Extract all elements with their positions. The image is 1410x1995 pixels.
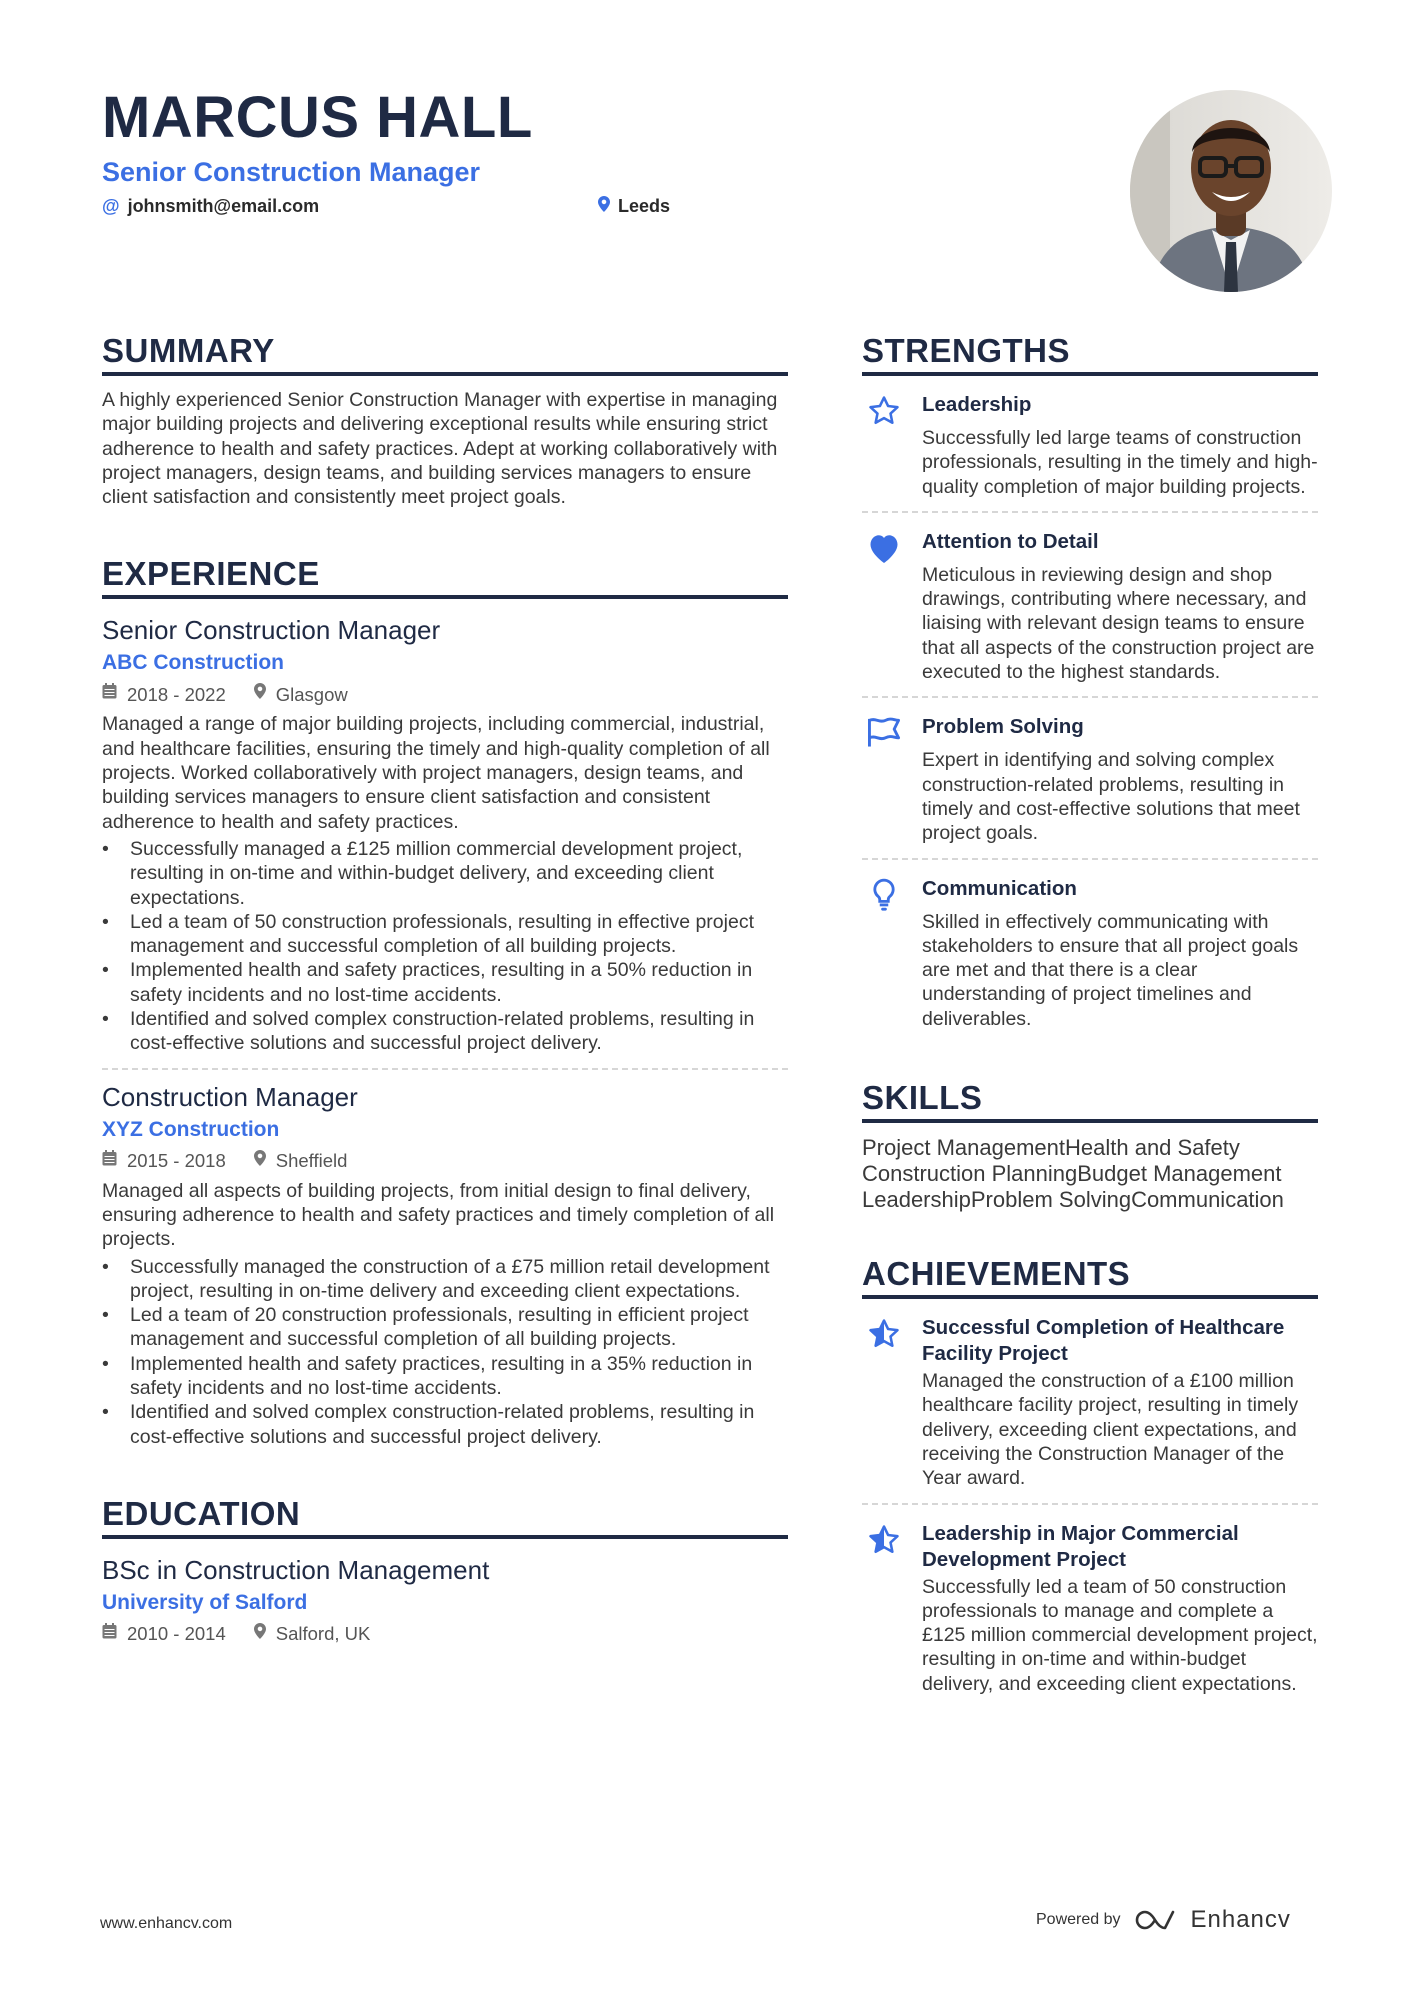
education-location: Salford, UK	[275, 1623, 371, 1645]
star-half-icon	[862, 1521, 906, 1696]
strengths-heading: STRENGTHS	[862, 332, 1318, 376]
list-item: • Led a team of 20 construction professionals, resulting in efficient project management and successful completion of all building projects.	[102, 1303, 788, 1352]
contact-email[interactable]	[102, 196, 598, 217]
heart-icon	[862, 529, 906, 684]
map-pin-icon	[598, 196, 610, 217]
job-title: Construction Manager	[102, 1081, 358, 1112]
list-item: • Successfully managed a £125 million commercial development project, resulting in on-time and within-budget delivery, and exceeding client expectations.	[102, 837, 788, 910]
location-text: Leeds	[618, 196, 671, 216]
strength-item	[862, 511, 1318, 696]
strength-item	[862, 858, 1318, 1043]
achievement-item	[862, 1503, 1318, 1708]
achievement-text: Successfully led a team of 50 construction professionals to manage and complete a £125 million commercial development project, resulting in on-time and within-budget delivery, and exceeding client expectations.	[922, 1575, 1318, 1695]
strength-text: Meticulous in reviewing design and shop drawings, contributing where necessary, and liaising with relevant design teams to ensure that all aspects of the construction project are executed to the highest standards.	[922, 563, 1315, 684]
achievement-title: Leadership in Major Commercial Development Project	[922, 1521, 1239, 1571]
summary-text: A highly experienced Senior Construction Manager with expertise in managing major building projects and delivering exceptional results while ensuring strict adherence to health and safety practices. Adept at working collaboratively with project managers, design teams, and building services managers to ensure client satisfaction and consistently meet project goals.	[102, 389, 778, 509]
experience-heading: EXPERIENCE	[102, 555, 788, 599]
school-name: University of Salford	[102, 1590, 308, 1614]
left-column	[102, 332, 788, 1646]
map-pin-icon	[254, 1150, 266, 1173]
job-bullets	[102, 1255, 788, 1449]
skill-tag: Communication	[1131, 1187, 1284, 1213]
skill-tag: Project Management	[862, 1135, 1065, 1161]
flag-icon	[862, 714, 906, 845]
job-meta	[102, 683, 788, 706]
job-meta	[102, 1150, 788, 1173]
right-column	[862, 332, 1318, 1708]
skills-section	[862, 1079, 1318, 1213]
achievement-item	[862, 1299, 1318, 1502]
skill-tag: Budget Management	[1077, 1161, 1282, 1187]
calendar-icon	[102, 683, 117, 706]
skills-row	[862, 1135, 1318, 1161]
achievements-heading: ACHIEVEMENTS	[862, 1255, 1318, 1299]
education-meta	[102, 1623, 788, 1646]
summary-heading: SUMMARY	[102, 332, 788, 376]
calendar-icon	[102, 1150, 117, 1173]
job-entry	[102, 613, 788, 1069]
strength-text: Successfully led large teams of construction professionals, resulting in the timely and high-quality completion of major building projects.	[922, 427, 1318, 498]
candidate-name: MARCUS HALL	[102, 85, 533, 150]
powered-by-label: Powered by	[1036, 1911, 1121, 1928]
at-sign-icon: @	[102, 196, 120, 216]
job-description: Managed a range of major building projects, including commercial, industrial, and healthcare facilities, ensuring the timely and high-quality completion of all projects. Worked collaboratively with project managers, design teams, and building services managers to ensure client satisfaction and consistent adherence to health and safety practices.	[102, 713, 770, 833]
skill-tag: Construction Planning	[862, 1161, 1078, 1187]
strengths-section	[862, 332, 1318, 1043]
calendar-icon	[102, 1623, 117, 1646]
list-item: • Identified and solved complex construction-related problems, resulting in cost-effective solutions and successful project delivery.	[102, 1007, 788, 1056]
job-entry	[102, 1080, 788, 1449]
strength-text: Expert in identifying and solving complex construction-related problems, resulting in timely and cost-effective solutions that meet project goals.	[922, 749, 1300, 845]
company-name: ABC Construction	[102, 651, 284, 675]
achievement-text: Managed the construction of a £100 million healthcare facility project, resulting in timely delivery, exceeding client expectations, and receiving the Construction Manager of the Year award.	[922, 1370, 1299, 1490]
education-heading: EDUCATION	[102, 1495, 788, 1539]
strength-title: Leadership	[922, 393, 1032, 416]
brand-name: Enhancv	[1190, 1906, 1291, 1933]
job-location: Sheffield	[275, 1150, 348, 1172]
contact-location	[598, 196, 670, 217]
list-item: • Successfully managed the construction of a £75 million retail development project, resulting in on-time delivery and exceeding client expectations.	[102, 1255, 788, 1304]
star-half-icon	[862, 1315, 906, 1490]
job-dates: 2018 - 2022	[127, 683, 226, 705]
star-outline-icon	[862, 392, 906, 499]
job-title: Senior Construction Manager	[102, 615, 441, 646]
experience-section	[102, 555, 788, 1448]
strength-title: Attention to Detail	[922, 529, 1099, 553]
footer-website[interactable]: www.enhancv.com	[100, 1915, 233, 1932]
strength-title: Problem Solving	[922, 715, 1084, 739]
summary-section	[102, 332, 788, 509]
contact-info	[102, 196, 1102, 217]
strength-item	[862, 696, 1318, 857]
education-section	[102, 1495, 788, 1646]
profile-photo	[1130, 90, 1332, 292]
skills-row	[862, 1161, 1318, 1187]
skill-tag: Health and Safety	[1065, 1135, 1240, 1161]
list-item: • Identified and solved complex construction-related problems, resulting in cost-effective solutions and successful project delivery.	[102, 1400, 788, 1449]
map-pin-icon	[254, 683, 266, 706]
candidate-role: Senior Construction Manager	[102, 157, 481, 187]
strength-title: Communication	[922, 876, 1077, 900]
skill-tag: Problem Solving	[970, 1187, 1132, 1213]
job-description: Managed all aspects of building projects, from initial design to final delivery, ensuring adherence to health and safety practices and timely completion of all projects.	[102, 1179, 775, 1251]
education-entry	[102, 1553, 788, 1646]
list-item: • Implemented health and safety practices, resulting in a 50% reduction in safety incidents and no lost-time accidents.	[102, 958, 788, 1007]
company-name: XYZ Construction	[102, 1117, 280, 1141]
job-bullets	[102, 837, 788, 1056]
job-location: Glasgow	[275, 683, 348, 705]
degree-title: BSc in Construction Management	[102, 1554, 490, 1585]
lightbulb-icon	[862, 876, 906, 1031]
map-pin-icon	[254, 1623, 266, 1646]
skills-heading: SKILLS	[862, 1079, 1318, 1123]
list-item: • Implemented health and safety practices, resulting in a 35% reduction in safety incidents and no lost-time accidents.	[102, 1352, 788, 1401]
resume-header	[102, 86, 1102, 217]
skill-tag: Leadership	[862, 1187, 971, 1213]
divider	[102, 1068, 788, 1070]
job-dates: 2015 - 2018	[127, 1150, 226, 1172]
email-text: johnsmith@email.com	[127, 196, 320, 216]
enhancv-logo[interactable]	[1135, 1906, 1291, 1934]
strength-item	[862, 376, 1318, 511]
list-item: • Led a team of 50 construction professionals, resulting in effective project management and successful completion of all building projects.	[102, 910, 788, 959]
education-dates: 2010 - 2014	[127, 1623, 226, 1645]
footer-branding	[1036, 1906, 1291, 1934]
strength-text: Skilled in effectively communicating with stakeholders to ensure that all project goals are met and that there is a clear understanding of project timelines and deliverables.	[922, 910, 1299, 1030]
achievement-title: Successful Completion of Healthcare Facility Project	[922, 1316, 1285, 1366]
skills-list	[862, 1135, 1318, 1213]
skills-row	[862, 1187, 1318, 1213]
achievements-section	[862, 1255, 1318, 1708]
